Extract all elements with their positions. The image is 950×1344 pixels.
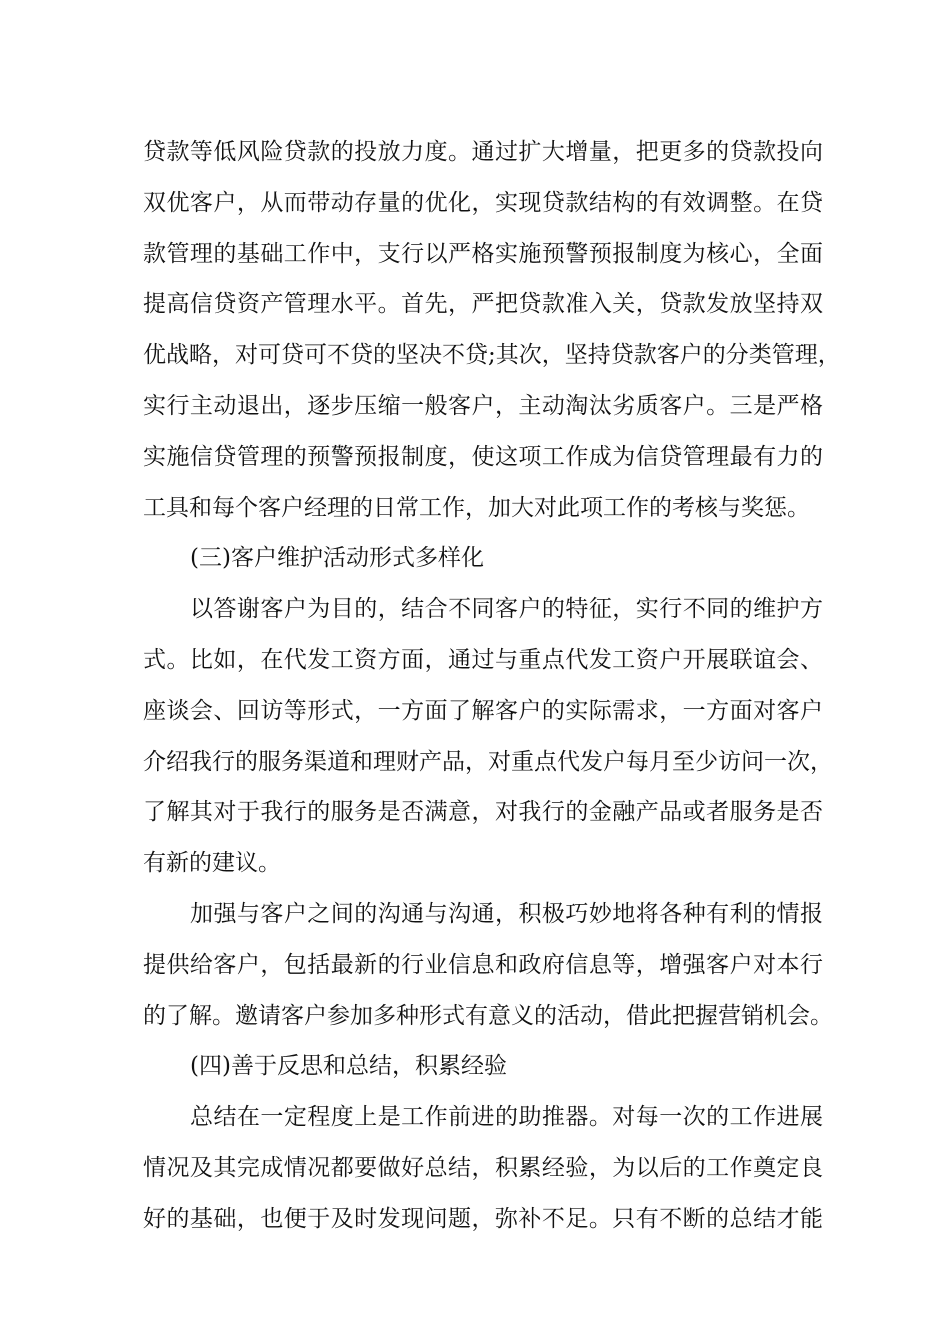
text-line: 加强与客户之间的沟通与沟通，积极巧妙地将各种有利的情报	[190, 900, 823, 927]
text-line: 实行主动退出，逐步压缩一般客户，主动淘汰劣质客户。三是严格	[143, 392, 823, 419]
text-line: 双优客户，从而带动存量的优化，实现贷款结构的有效调整。在贷	[143, 189, 823, 216]
text-line: 介绍我行的服务渠道和理财产品，对重点代发户每月至少访问一次，	[143, 748, 833, 775]
text-line: 款管理的基础工作中，支行以严格实施预警预报制度为核心，全面	[143, 240, 823, 267]
text-line: 实施信贷管理的预警预报制度，使这项工作成为信贷管理最有力的	[143, 443, 823, 470]
text-line: 优战略，对可贷可不贷的坚决不贷;其次，坚持贷款客户的分类管理，	[143, 342, 841, 369]
text-line: 了解其对于我行的服务是否满意，对我行的金融产品或者服务是否	[143, 799, 823, 826]
text-line: 式。比如，在代发工资方面，通过与重点代发工资户开展联谊会、	[143, 646, 823, 673]
text-line: 提高信贷资产管理水平。首先，严把贷款准入关，贷款发放坚持双	[143, 291, 823, 318]
text-line: 有新的建议。	[143, 850, 281, 877]
section-heading: (三)客户维护活动形式多样化	[190, 545, 484, 572]
text-line: 以答谢客户为目的，结合不同客户的特征，实行不同的维护方	[190, 596, 823, 623]
text-line: 总结在一定程度上是工作前进的助推器。对每一次的工作进展	[190, 1104, 823, 1131]
text-line: 情况及其完成情况都要做好总结，积累经验，为以后的工作奠定良	[143, 1154, 823, 1181]
text-line: 工具和每个客户经理的日常工作，加大对此项工作的考核与奖惩。	[143, 494, 810, 521]
text-line: 座谈会、回访等形式，一方面了解客户的实际需求，一方面对客户	[143, 697, 823, 724]
text-line: 好的基础，也便于及时发现问题，弥补不足。只有不断的总结才能	[143, 1205, 823, 1232]
body-text	[143, 127, 841, 1245]
section-heading: (四)善于反思和总结，积累经验	[190, 1053, 507, 1080]
text-line: 贷款等低风险贷款的投放力度。通过扩大增量，把更多的贷款投向	[143, 139, 823, 165]
text-line: 的了解。邀请客户参加多种形式有意义的活动，借此把握营销机会。	[143, 1002, 833, 1029]
text-line: 提供给客户，包括最新的行业信息和政府信息等，增强客户对本行	[143, 951, 823, 978]
